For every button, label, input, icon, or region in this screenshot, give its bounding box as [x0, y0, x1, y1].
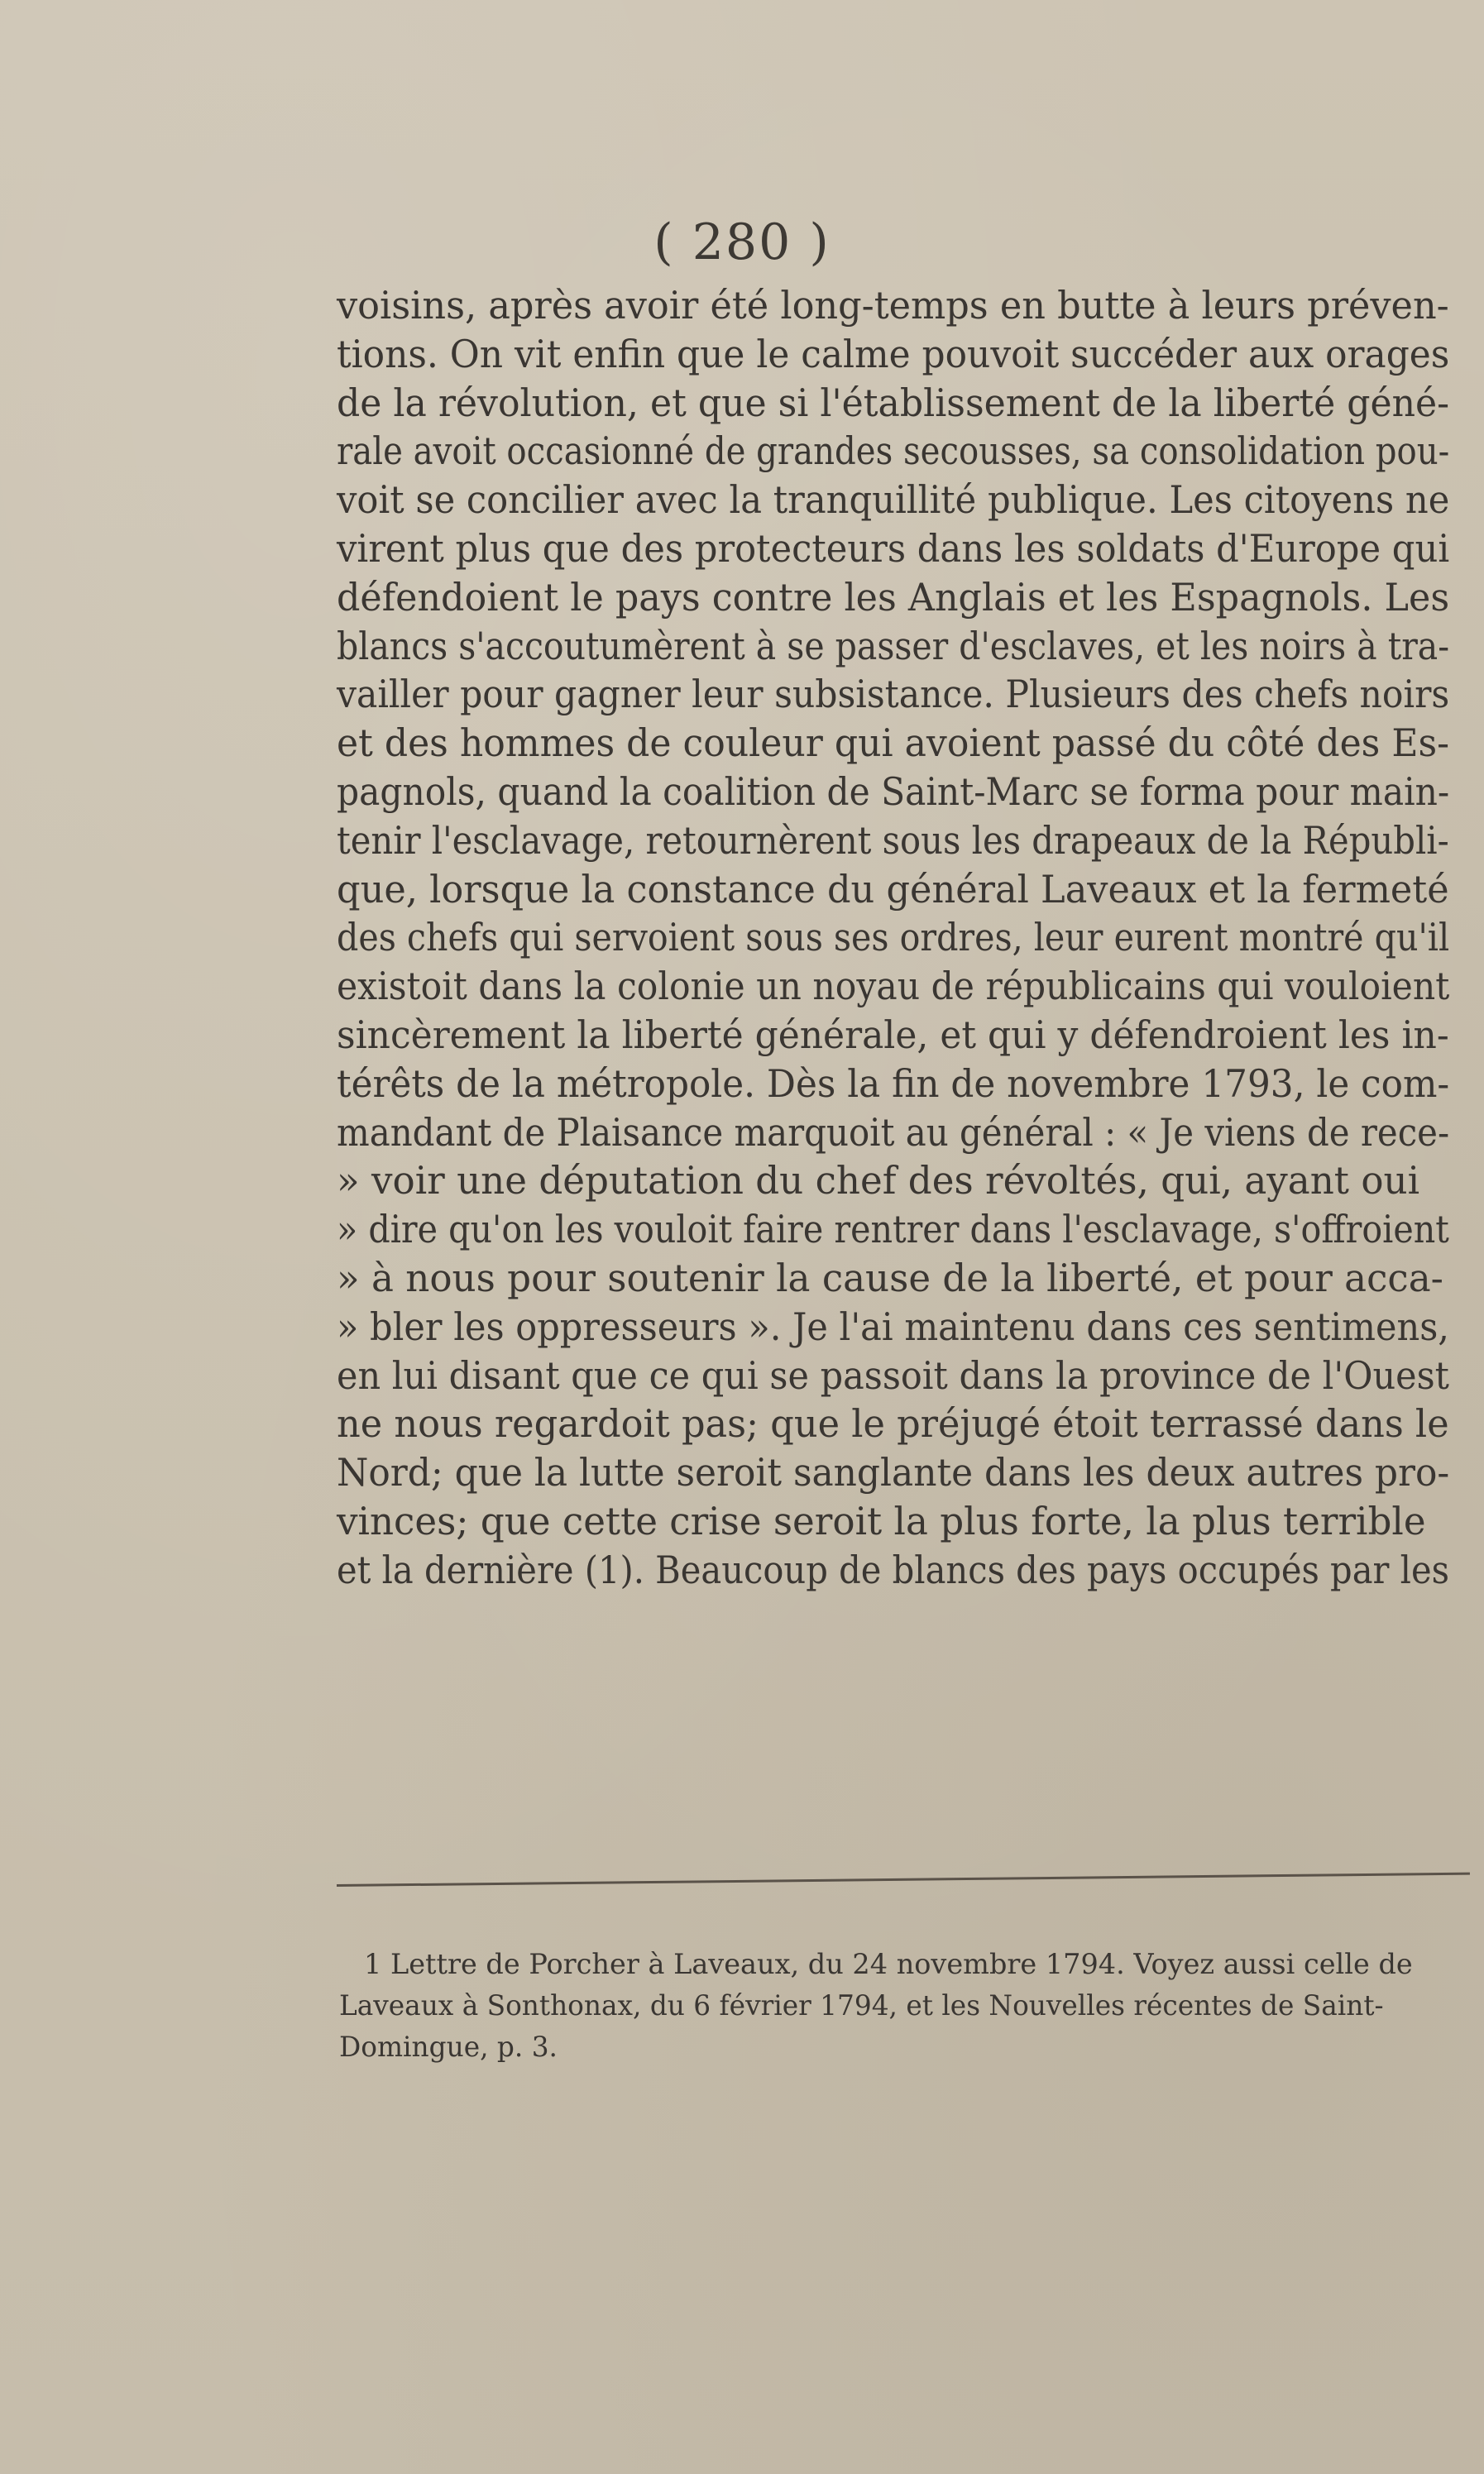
text-line: sincèrement la liberté générale, et qui y défendroient les in- [337, 1012, 1449, 1057]
body-text [337, 281, 1470, 1595]
text-line: existoit dans la colonie un noyau de républicains qui vouloient [337, 964, 1450, 1009]
text-line: rale avoit occasionné de grandes secousses, sa consolidation pou- [337, 428, 1450, 474]
text-line: blancs s'accoutumèrent à se passer d'esclaves, et les noirs à tra- [337, 623, 1450, 668]
text-line: » bler les oppresseurs ». Je l'ai maintenu dans ces sentimens, [337, 1304, 1450, 1349]
text-line: des chefs qui servoient sous ses ordres, leur eurent montré qu'il [337, 915, 1450, 960]
text-line: ne nous regardoit pas; que le préjugé étoit terrassé dans le [337, 1401, 1449, 1447]
text-line: térêts de la métropole. Dès la fin de novembre 1793, le com- [337, 1060, 1450, 1106]
text-line: » voir une députation du chef des révoltés, qui, ayant oui [337, 1158, 1420, 1204]
footnote-line: Laveaux à Sonthonax, du 6 février 1794, et les Nouvelles récentes de Saint- [339, 1989, 1384, 2022]
text-line: Nord; que la lutte seroit sanglante dans les deux autres pro- [337, 1450, 1450, 1495]
text-line: vailler pour gagner leur subsistance. Plusieurs des chefs noirs [337, 672, 1450, 717]
text-line: tions. On vit enfin que le calme pouvoit succéder aux orages [337, 331, 1450, 376]
text-line: vinces; que cette crise seroit la plus forte, la plus terrible [337, 1498, 1426, 1543]
text-line: voit se concilier avec la tranquillité publique. Les citoyens ne [337, 477, 1450, 523]
page-number: ( 280 ) [653, 213, 831, 271]
text-line: tenir l'esclavage, retournèrent sous les drapeaux de la Républi- [337, 817, 1449, 863]
footnote-line: Domingue, p. 3. [339, 2031, 558, 2064]
text-line: virent plus que des protecteurs dans les soldats d'Europe qui [337, 525, 1450, 571]
text-line: » dire qu'on les vouloit faire rentrer dans l'esclavage, s'offroient [337, 1207, 1449, 1252]
text-line: pagnols, quand la coalition de Saint-Marc se forma pour main- [337, 768, 1450, 814]
text-line: et la dernière (1). Beaucoup de blancs des pays occupés par les [337, 1547, 1449, 1592]
text-line: » à nous pour soutenir la cause de la liberté, et pour acca- [337, 1255, 1443, 1300]
text-line: en lui disant que ce qui se passoit dans la province de l'Ouest [337, 1352, 1449, 1398]
footnote [339, 1944, 1472, 2068]
text-line: que, lorsque la constance du général Laveaux et la fermeté [337, 866, 1449, 912]
text-line: mandant de Plaisance marquoit au général : « Je viens de rece- [337, 1109, 1450, 1155]
text-line: et des hommes de couleur qui avoient passé du côté des Es- [337, 720, 1450, 766]
text-line: défendoient le pays contre les Anglais et les Espagnols. Les [337, 574, 1450, 620]
text-line: voisins, après avoir été long-temps en butte à leurs préven- [337, 283, 1449, 328]
footnote-divider [337, 1873, 1470, 1887]
text-line: de la révolution, et que si l'établissement de la liberté géné- [337, 380, 1450, 425]
footnote-line: 1 Lettre de Porcher à Laveaux, du 24 novembre 1794. Voyez aussi celle de [364, 1948, 1413, 1981]
